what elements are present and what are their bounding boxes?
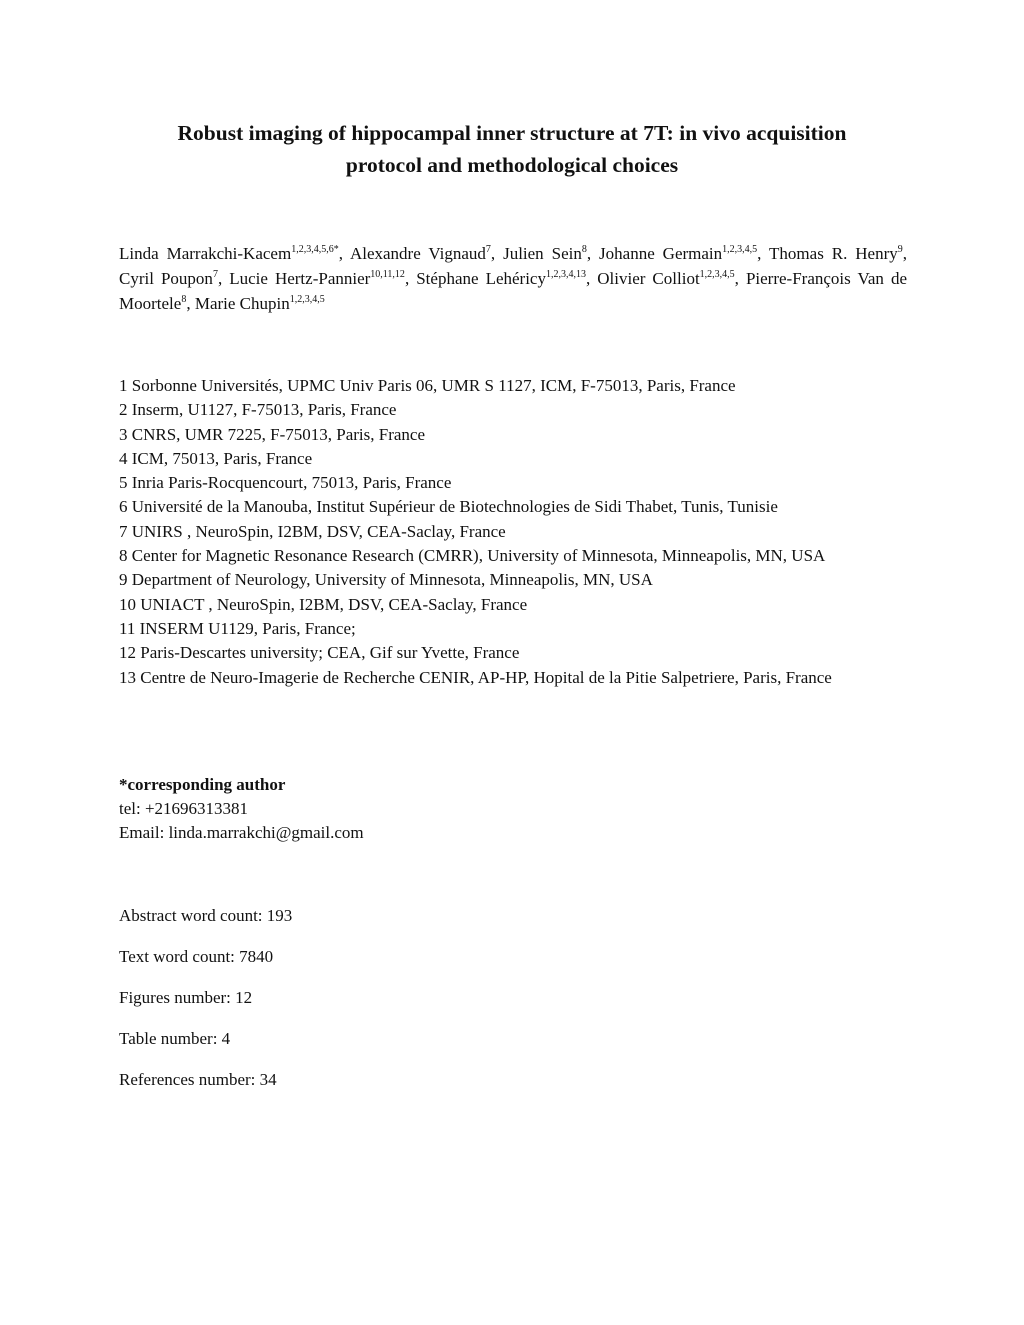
author-affiliation-marks: 1,2,3,4,5 [699,269,735,280]
affiliation-item: 6 Université de la Manouba, Institut Supérieur de Biotechnologies de Sidi Thabet, Tunis, Tunisie [119,497,778,517]
author-item: Alexandre Vignaud$^7$, [349,244,504,263]
author-item: Stéphane Lehéricy$^{1,2,3,4,13}$, [416,269,598,288]
author-name: Pierre-François Van de Moortele [119,269,907,313]
author-item: Lucie Hertz-Pannier$^{10,11,12}$, [229,269,417,288]
author-name: Alexandre Vignaud [349,244,486,263]
author-affiliation-marks: 8 [181,294,187,305]
author-affiliation-marks: 10,11,12 [370,269,405,280]
author-affiliation-marks: 1,2,3,4,5 [722,244,758,255]
affiliation-item: 8 Center for Magnetic Resonance Research (CMRR), University of Minnesota, Minneapolis, MN, USA [119,546,826,566]
author-affiliation-marks: 1,2,3,4,5,6* [291,244,339,255]
author-name: Lucie Hertz-Pannier [229,269,371,288]
corresponding-author-email: Email: linda.marrakchi@gmail.com [119,823,364,842]
author-affiliation-marks: 1,2,3,4,5 [289,294,325,305]
affiliation-item: 10 UNIACT , NeuroSpin, I2BM, DSV, CEA-Saclay, France [119,594,528,614]
manuscript-counts [119,904,292,1109]
author-name: Olivier Colliot [597,269,700,288]
corresponding-author-heading: *corresponding author [119,775,286,794]
affiliation-item: 11 INSERM U1129, Paris, France; [119,618,356,638]
author-item: Linda Marrakchi-Kacem$^{1,2,3,4,5,6*}$, [119,244,350,263]
author-item: Thomas R. Henry$^9$, [769,244,908,263]
author-item: Pierre-François Van de Moortele$^8$, [119,269,907,313]
author-item: Cyril Poupon$^7$, [119,269,230,288]
author-item [195,294,325,313]
affiliation-list [119,374,979,690]
affiliation-item: 12 Paris-Descartes university; CEA, Gif sur Yvette, France [119,643,520,663]
affiliation-item: 1 Sorbonne Universités, UPMC Univ Paris 06, UMR S 1127, ICM, F-75013, Paris, France [119,376,736,395]
affiliation-item: 13 Centre de Neuro-Imagerie de Recherche CENIR, AP-HP, Hopital de la Pitie Salpetriere, Paris, France [119,667,832,687]
author-item: Julien Sein$^8$, [503,244,600,263]
corresponding-author-tel: tel: +21696313381 [119,799,249,818]
text-word-count: Text word count: 7840 [119,947,274,966]
author-item: Johanne Germain$^{1,2,3,4,5}$, [599,244,770,263]
title-line-2: protocol and methodological choices [345,153,679,177]
affiliation-item: 2 Inserm, U1127, F-75013, Paris, France [119,400,397,420]
author-affiliation-marks: 9 [897,244,903,255]
paper-title [100,117,924,181]
affiliation-item: 9 Department of Neurology, University of Minnesota, Minneapolis, MN, USA [119,570,653,590]
references-number: References number: 34 [119,1070,277,1089]
author-name: Stéphane Lehéricy [416,269,546,288]
author-affiliation-marks: 8 [581,244,587,255]
affiliation-item: 7 UNIRS , NeuroSpin, I2BM, DSV, CEA-Saclay, France [119,521,506,541]
corresponding-author-block [119,773,364,845]
author-list [119,241,907,316]
author-name: Julien Sein [503,244,582,263]
title-line-1: Robust imaging of hippocampal inner structure at 7T: in vivo acquisition [177,121,847,145]
affiliation-item: 5 Inria Paris-Rocquencourt, 75013, Paris, France [119,473,452,493]
abstract-word-count: Abstract word count: 193 [119,906,293,925]
author-name: Cyril Poupon [119,269,213,288]
author-affiliation-marks: 7 [212,269,218,280]
author-name: Thomas R. Henry [769,244,898,263]
author-name: Linda Marrakchi-Kacem [119,244,292,263]
author-affiliation-marks: 7 [485,244,491,255]
author-name: Johanne Germain [599,244,723,263]
author-affiliation-marks: 1,2,3,4,13 [545,269,586,280]
author-name: Marie Chupin [194,294,290,313]
affiliation-item: 3 CNRS, UMR 7225, F-75013, Paris, France [119,424,426,444]
figures-number: Figures number: 12 [119,988,253,1007]
author-item: Olivier Colliot$^{1,2,3,4,5}$, [597,269,746,288]
table-number: Table number: 4 [119,1029,231,1048]
affiliation-item: 4 ICM, 75013, Paris, France [119,448,313,468]
